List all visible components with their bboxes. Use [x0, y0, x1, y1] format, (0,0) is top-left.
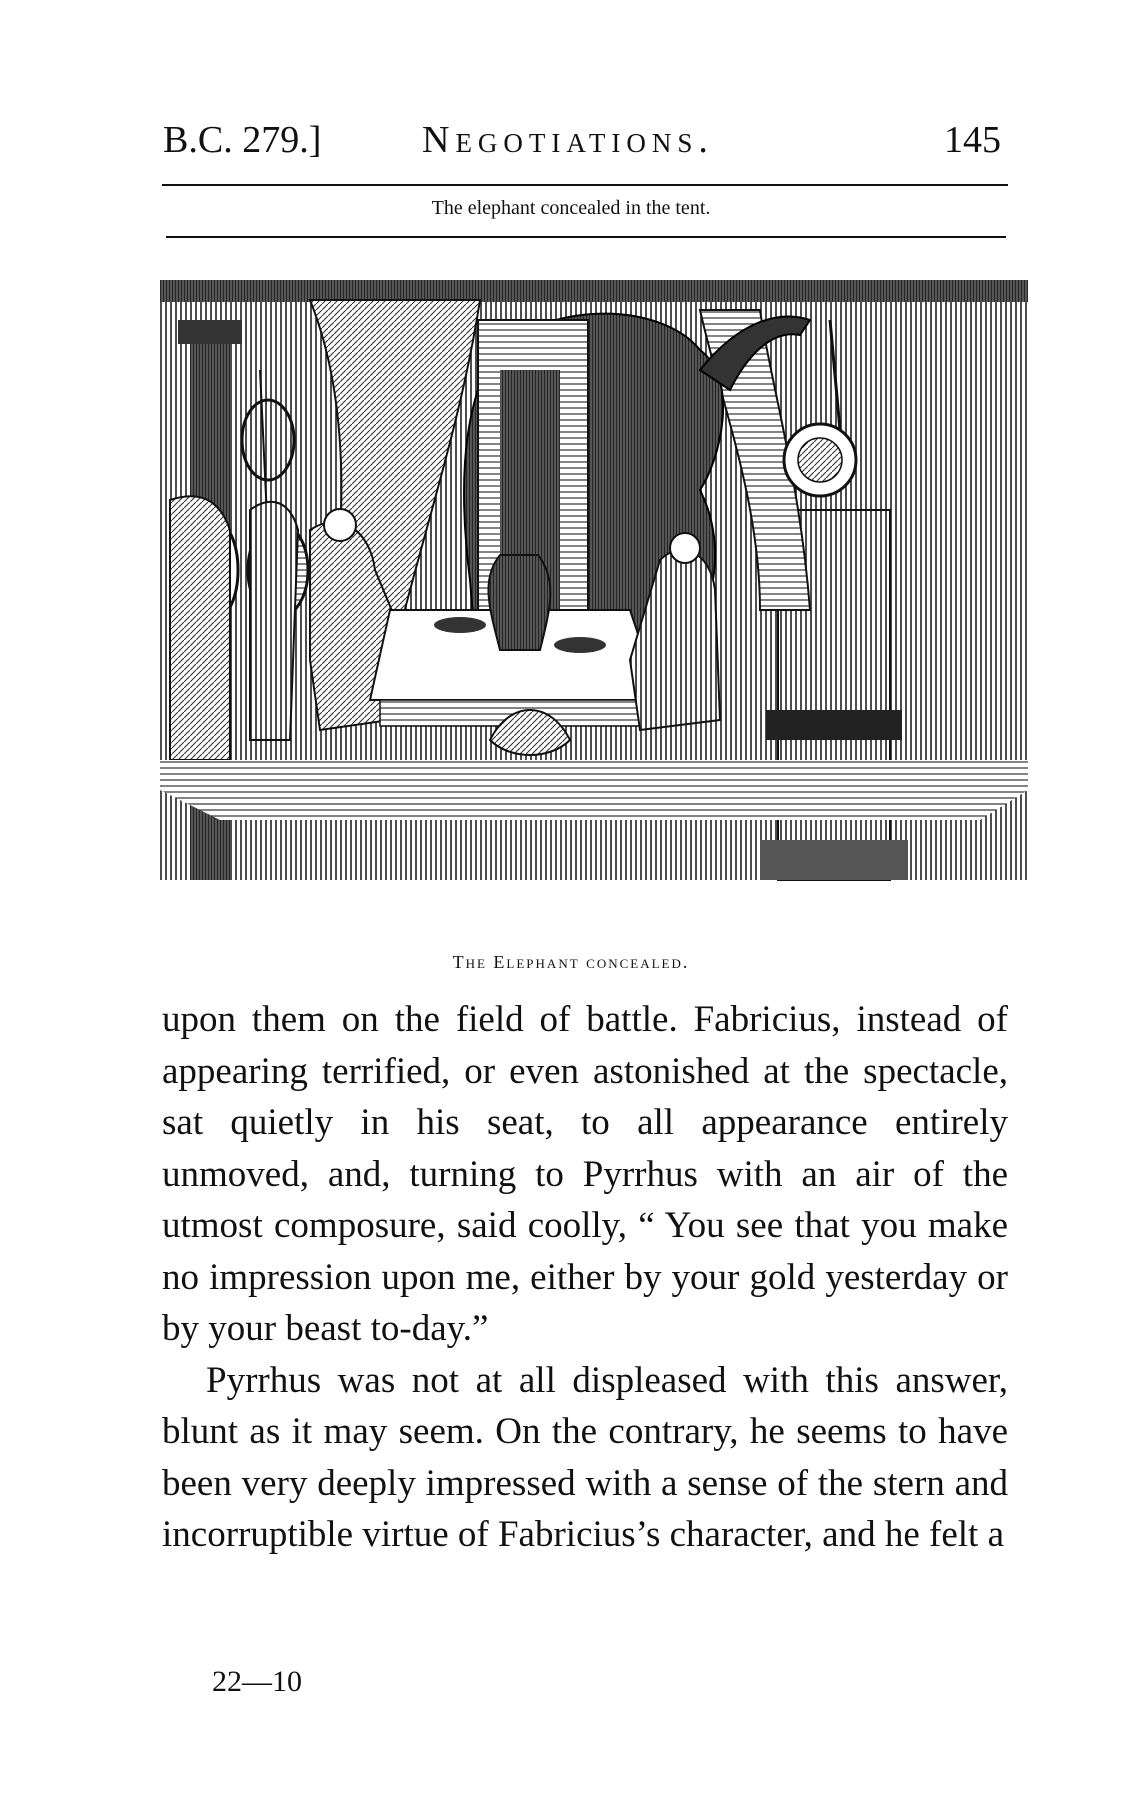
pyrrhus-head [324, 509, 356, 541]
fabricius-head [670, 533, 700, 563]
right-column-band [766, 710, 902, 740]
header-rule [162, 184, 1008, 186]
page-number: 145 [944, 119, 1001, 161]
body-text [162, 994, 1008, 1561]
vase [488, 555, 550, 650]
paragraph-2: Pyrrhus was not at all displeased with this answer, blunt as it may seem. On the contrary, he seems to have been very deeply impressed with a sense of the stern and incorruptible virtue of Fabricius’s character, and he felt a [162, 1359, 1008, 1555]
tent-fringe [160, 280, 1028, 302]
signature-mark: 22—10 [212, 1665, 302, 1698]
running-head-date: B.C. 279.] [163, 119, 322, 161]
left-column-capital [178, 320, 242, 344]
soldier-center [250, 502, 298, 740]
shield-right-emblem [798, 438, 842, 482]
floor [160, 760, 1028, 790]
running-head-title: Negotiations. [422, 119, 714, 161]
floor-shading [160, 790, 1028, 820]
paragraph-1: upon them on the field of battle. Fabricius, instead of appearing terrified, or even astonished at the spectacle, sat quietly in his seat, to all appearance entirely unmoved, and, turning to Pyrrhus with an air of the utmost composure, said coolly, “ You see that you make no impression upon me, either by your gold yesterday or by your beast to-day.” [162, 999, 1008, 1349]
plate-caption: The Elephant concealed. [452, 952, 690, 972]
right-column-base [760, 840, 908, 880]
top-caption: The elephant concealed in the tent. [431, 197, 711, 219]
engraving-illustration [160, 280, 1028, 940]
caption-rule [166, 236, 1006, 238]
dish-left [434, 617, 486, 633]
soldier-left [170, 496, 230, 760]
dish-right [554, 637, 606, 653]
